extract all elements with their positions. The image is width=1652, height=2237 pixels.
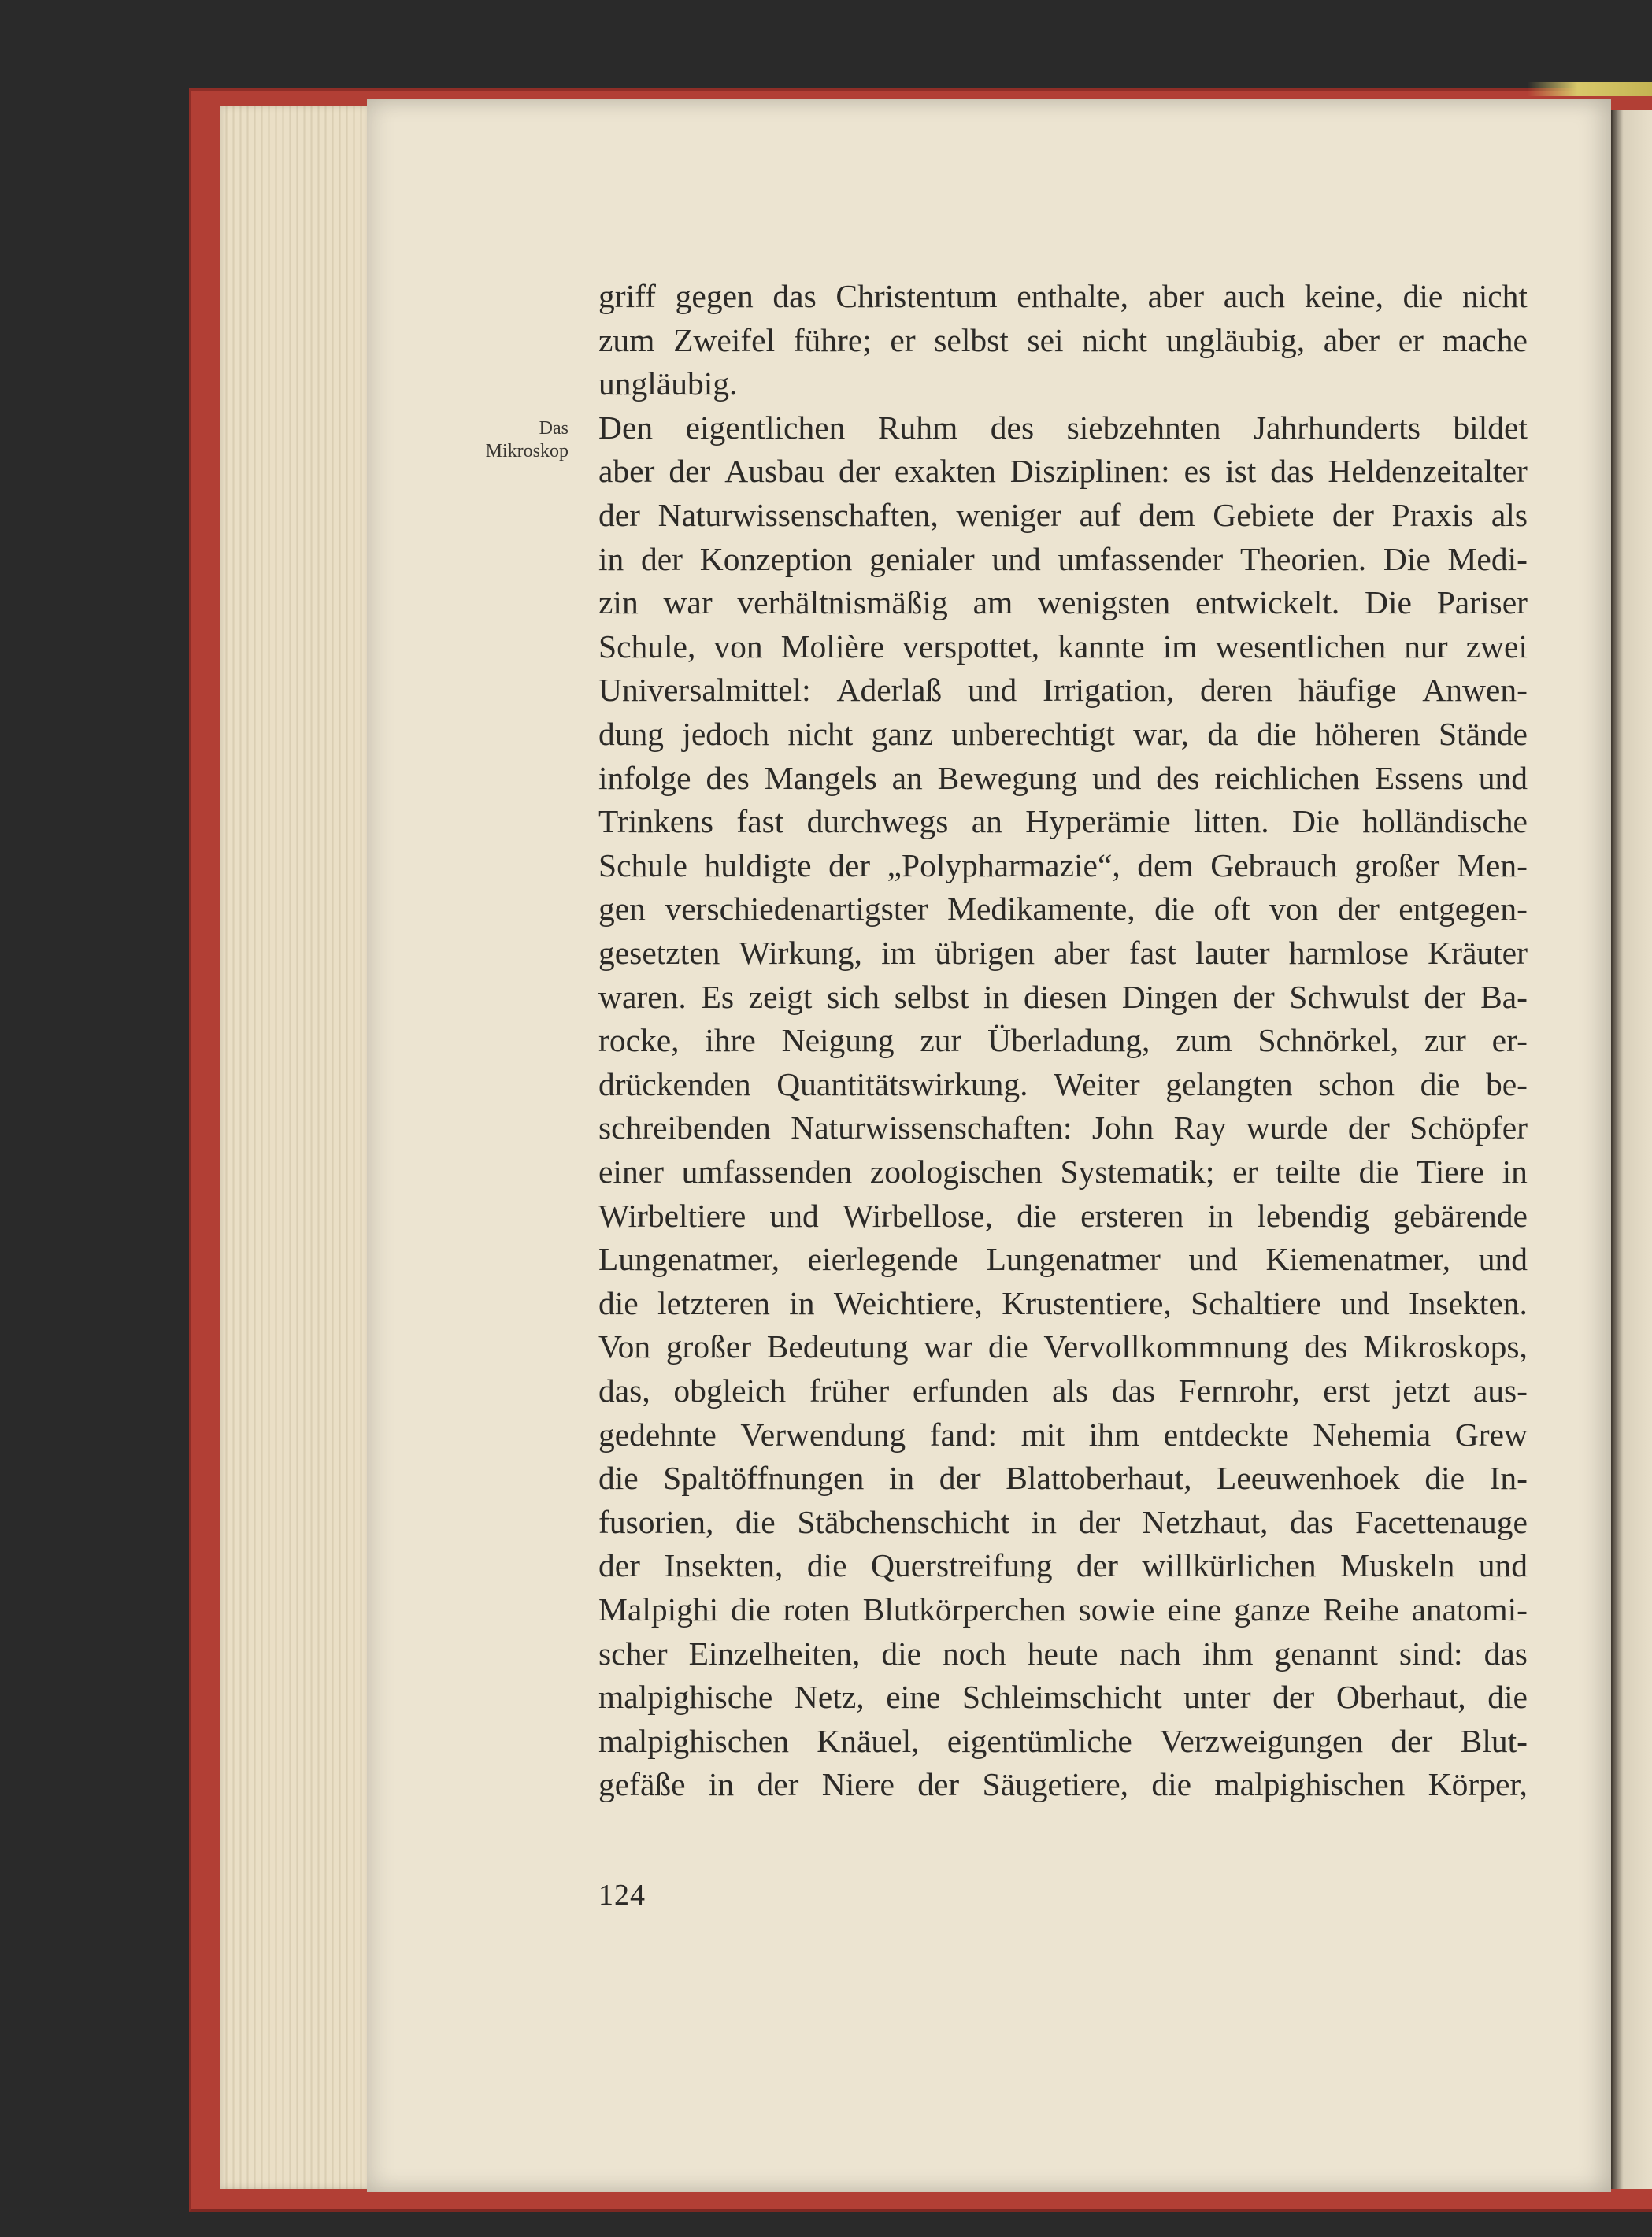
page-stain xyxy=(1528,82,1652,96)
text-line: Schule, von Molière verspottet, kannte im wesentlichen nur zwei xyxy=(598,628,1528,665)
text-line: das, obgleich früher erfunden als das Fernrohr, erst jetzt aus- xyxy=(598,1372,1528,1409)
body-text xyxy=(598,269,1528,1802)
facing-page-edge xyxy=(1611,110,1652,2189)
text-line: rocke, ihre Neigung zur Überladung, zum Schnörkel, zur er- xyxy=(598,1022,1528,1059)
text-line: dung jedoch nicht ganz unberechtigt war, da die höheren Stände xyxy=(598,716,1528,753)
text-line: scher Einzelheiten, die noch heute nach ihm genannt sind: das xyxy=(598,1635,1528,1672)
margin-note-line: Mikroskop xyxy=(485,441,569,461)
page-edges xyxy=(220,106,370,2189)
text-line: zin war verhältnismäßig am wenigsten entwickelt. Die Pariser xyxy=(598,584,1528,621)
text-line: gen verschiedenartigster Medikamente, die oft von der entgegen- xyxy=(598,891,1528,928)
text-line: gefäße in der Niere der Säugetiere, die malpighischen Körper, xyxy=(598,1766,1528,1803)
text-line: drückenden Quantitätswirkung. Weiter gelangten schon die be- xyxy=(598,1065,1528,1102)
text-line: in der Konzeption genialer und umfassender Theorien. Die Medi- xyxy=(598,540,1528,577)
text-line: schreibenden Naturwissenschaften: John Ray wurde der Schöpfer xyxy=(598,1109,1528,1146)
text-line: gedehnte Verwendung fand: mit ihm entdeckte Nehemia Grew xyxy=(598,1416,1528,1453)
margin-note-line: Das xyxy=(539,418,569,439)
text-line: Trinkens fast durchwegs an Hyperämie litten. Die holländische xyxy=(598,803,1528,840)
text-line: aber der Ausbau der exakten Disziplinen: es ist das Heldenzeitalter xyxy=(598,453,1528,490)
text-line: die Spaltöffnungen in der Blattoberhaut, Leeuwenhoek die In- xyxy=(598,1460,1528,1497)
text-line: Universalmittel: Aderlaß und Irrigation, deren häufige Anwen- xyxy=(598,672,1528,709)
text-line: die letzteren in Weichtiere, Krustentiere, Schaltiere und Insekten. xyxy=(598,1284,1528,1321)
text-line: der Naturwissenschaften, weniger auf dem Gebiete der Praxis als xyxy=(598,497,1528,534)
text-line: Von großer Bedeutung war die Vervollkommnung des Mikroskops, xyxy=(598,1328,1528,1365)
text-line: zum Zweifel führe; er selbst sei nicht ungläubig, aber er mache xyxy=(598,321,1528,358)
text-line: einer umfassenden zoologischen Systematik; er teilte die Tiere in xyxy=(598,1153,1528,1190)
text-line: ungläubig. xyxy=(598,365,738,402)
margin-note xyxy=(472,417,569,463)
text-line: malpighischen Knäuel, eigentümliche Verzweigungen der Blut- xyxy=(598,1722,1528,1759)
text-line: waren. Es zeigt sich selbst in diesen Dingen der Schwulst der Ba- xyxy=(598,978,1528,1015)
text-line: Lungenatmer, eierlegende Lungenatmer und Kiemenatmer, und xyxy=(598,1241,1528,1278)
text-line: der Insekten, die Querstreifung der willkürlichen Muskeln und xyxy=(598,1547,1528,1584)
text-line: Schule huldigte der „Polypharmazie“, dem Gebrauch großer Men- xyxy=(598,846,1528,883)
text-line: Wirbeltiere und Wirbellose, die ersteren in lebendig gebärende xyxy=(598,1197,1528,1234)
text-line: fusorien, die Stäbchenschicht in der Netzhaut, das Facettenauge xyxy=(598,1503,1528,1540)
text-line: Malpighi die roten Blutkörperchen sowie eine ganze Reihe anatomi- xyxy=(598,1591,1528,1628)
text-line: infolge des Mangels an Bewegung und des reichlichen Essens und xyxy=(598,759,1528,796)
text-line: gesetzten Wirkung, im übrigen aber fast lauter harmlose Kräuter xyxy=(598,935,1528,971)
page-number: 124 xyxy=(598,1879,646,1912)
text-line: Den eigentlichen Ruhm des siebzehnten Jahrhunderts bildet xyxy=(598,409,1528,446)
text-line: griff gegen das Christentum enthalte, aber auch keine, die nicht xyxy=(598,278,1528,315)
text-line: malpighische Netz, eine Schleimschicht unter der Oberhaut, die xyxy=(598,1679,1528,1716)
